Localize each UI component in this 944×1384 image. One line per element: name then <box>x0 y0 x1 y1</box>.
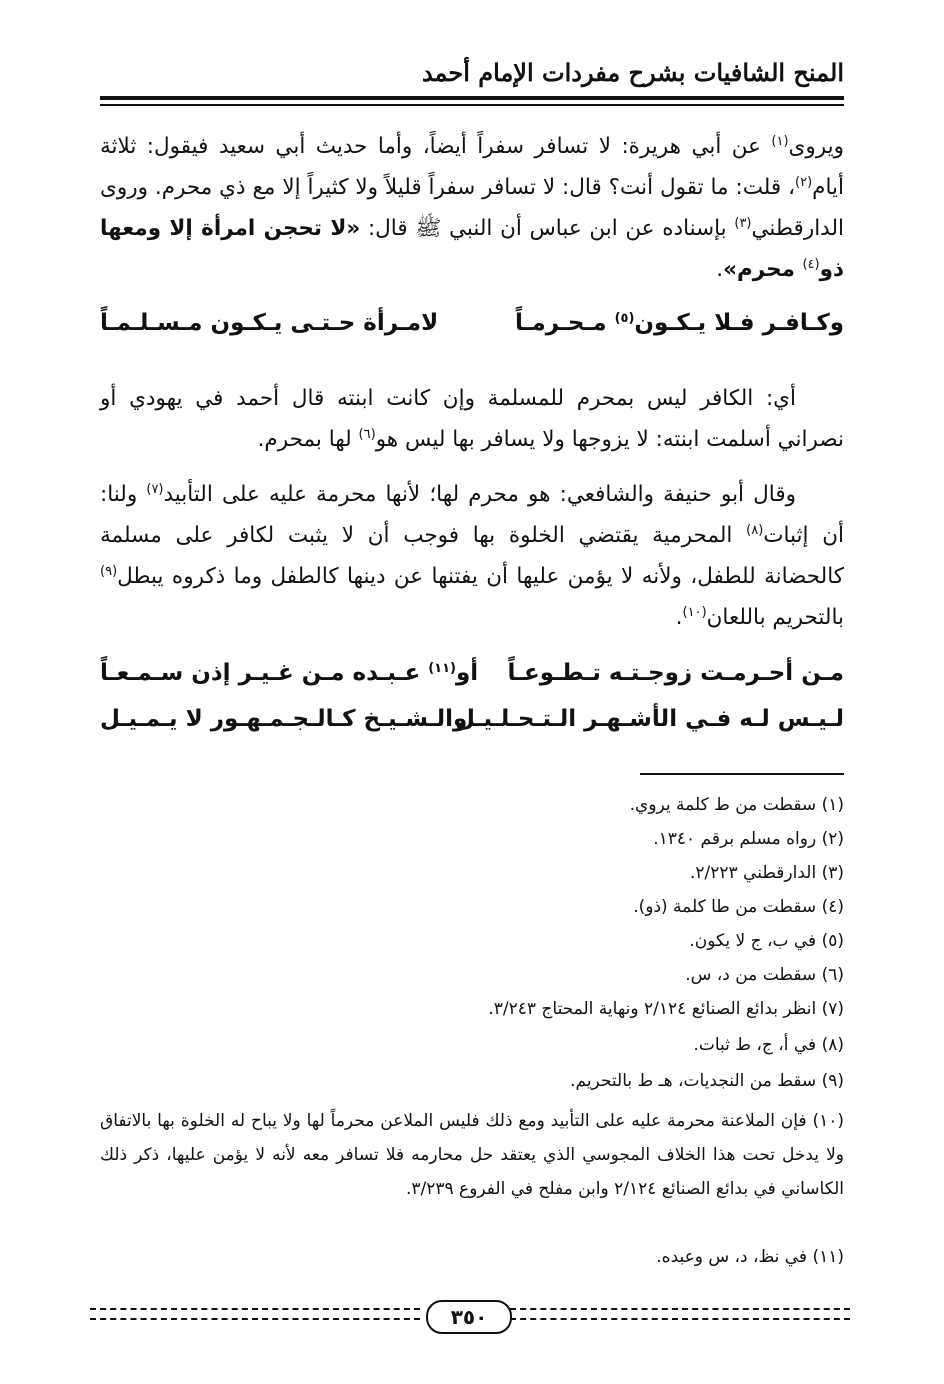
verse-text: أو <box>456 660 479 686</box>
text-segment: عن أبي هريرة: لا تسافر سفراً أيضاً، وأما حديث أبي سعيد فيقول: ثلاثة أيام <box>100 134 844 200</box>
footnote-ref: (١) <box>771 134 789 149</box>
text-segment: . <box>675 605 683 630</box>
footer-dashed-rule-right <box>510 1308 850 1320</box>
footer-dashed-rule-left <box>90 1308 420 1320</box>
footnote-10: (١٠) فإن الملاعنة محرمة عليه على التأبيد ومع ذلك فليس الملاعن محرماً لها ولا يباح له الخلوة بها بالاتفاق ولا يدخل تحت هذا الخلاف المجوسي الذي يعتقد حل محارمه فلا تسافر معه لأنه لا يؤمن عليها، ذكر ذلك الكاساني في بدائع الصنائع ٢/١٢٤ وابن مفلح في الفروع ٣/٢٣٩. <box>100 1111 844 1199</box>
verse-second-hemistich: والـشـيـخ كـالـجـمـهـور لا يـمـيـل <box>100 706 468 732</box>
text-segment: أي: الكافر ليس بمحرم للمسلمة وإن كانت ابنته قال أحمد في يهودي أو نصراني أسلمت ابنته: لا يزوجها ولا يسافر بها ليس هو <box>100 386 844 452</box>
verse-text: وكـافـر فـلا يـكـون <box>634 310 844 336</box>
footnote-ref: (١٠) <box>682 605 707 620</box>
footnote-ref: (٩) <box>100 564 118 579</box>
paragraph-opinions <box>100 474 844 638</box>
footnote-2: (٢) رواه مسلم برقم ١٣٤٠. <box>653 829 844 849</box>
footnote-9: (٩) سقط من النجديات، هـ ط بالتحريم. <box>570 1071 844 1091</box>
header-rule-thick <box>100 96 844 100</box>
footnote-ref: (٤) <box>802 257 820 272</box>
text-segment: بالتحريم باللعان <box>706 605 844 630</box>
verse-text: مـحـرمـاً <box>514 310 615 336</box>
footnote-5: (٥) في ب، ج لا يكون. <box>689 931 844 951</box>
verse-second-hemistich: لامـرأة حـتـى يـكـون مـسـلـمـاً <box>100 310 439 336</box>
running-header-title: المنح الشافيات بشرح مفردات الإمام أحمد <box>421 58 844 87</box>
page-number: ٣٥٠ <box>426 1300 512 1334</box>
footnote-ref: (٥) <box>614 311 635 326</box>
verse-line-3 <box>100 706 844 746</box>
footnote-ref: (٣) <box>734 216 752 231</box>
footnote-separator <box>640 773 844 775</box>
footnote-ref: (٧) <box>146 482 164 497</box>
footnote-ref: (٦) <box>358 427 376 442</box>
verse-text: عـبـده مـن غـيـر إذن سـمـعـاً <box>100 660 429 686</box>
footnote-8: (٨) في أ، ج، ط ثبات. <box>693 1035 844 1055</box>
verse-first-hemistich: مـن أحـرمـت زوجـتـه تـطـوعـاً <box>507 660 844 686</box>
footnote-11: (١١) في نظ، د، س وعبده. <box>656 1247 844 1267</box>
verse-first-hemistich: لـيـس لـه فـي الأشـهـر الـتـحـلـيـل <box>454 706 844 732</box>
text-segment: . <box>716 257 724 282</box>
verse-line-2 <box>100 660 844 700</box>
paragraph-explanation <box>100 378 844 460</box>
verse-second-hemistich <box>100 660 478 686</box>
footnote-ref: (١١) <box>428 661 456 676</box>
text-segment: ولنا: أن إثبات <box>100 482 844 548</box>
text-segment: لها بمحرم. <box>257 427 359 452</box>
footnote-ref: (٢) <box>795 175 813 190</box>
text-segment: ويروى <box>788 134 844 159</box>
text-segment: ، قلت: ما تقول أنت؟ قال: لا تسافر سفراً قليلاً ولا كثيراً إلا مع ذي محرم. وروى الدارقطني <box>100 175 844 241</box>
footnote-1: (١) سقطت من ط كلمة يروي. <box>629 795 844 815</box>
paragraph-hadith <box>100 126 844 290</box>
footnote-7: (٧) انظر بدائع الصنائع ٢/١٢٤ ونهاية المحتاج ٣/٢٤٣. <box>488 999 844 1019</box>
text-segment: بإسناده عن ابن عباس أن النبي ﷺ قال: <box>360 216 735 241</box>
verse-first-hemistich <box>515 310 844 336</box>
text-segment: وقال أبو حنيفة والشافعي: هو محرم لها؛ لأنها محرمة عليه على التأبيد <box>163 482 796 507</box>
text-segment: المحرمية يقتضي الخلوة بها فوجب أن لا يثبت لكافر على مسلمة كالحضانة للطفل، ولأنه لا يؤمن عليها أن يفتنها عن دينها كالطفل وما ذكروه يبطل <box>100 523 844 589</box>
footnote-ref: (٨) <box>746 523 764 538</box>
hadith-quote: «لا تحجن امرأة إلا ومعها ذو <box>100 216 844 282</box>
footnote-4: (٤) سقطت من طا كلمة (ذو). <box>633 897 844 917</box>
hadith-quote-end: محرم» <box>723 257 803 282</box>
footnote-6: (٦) سقطت من د، س. <box>685 965 844 985</box>
page-footer <box>90 1300 850 1336</box>
footnote-3: (٣) الدارقطني ٢/٢٢٣. <box>689 863 844 883</box>
header-rule-thin <box>100 104 844 106</box>
verse-line-1 <box>100 310 844 350</box>
